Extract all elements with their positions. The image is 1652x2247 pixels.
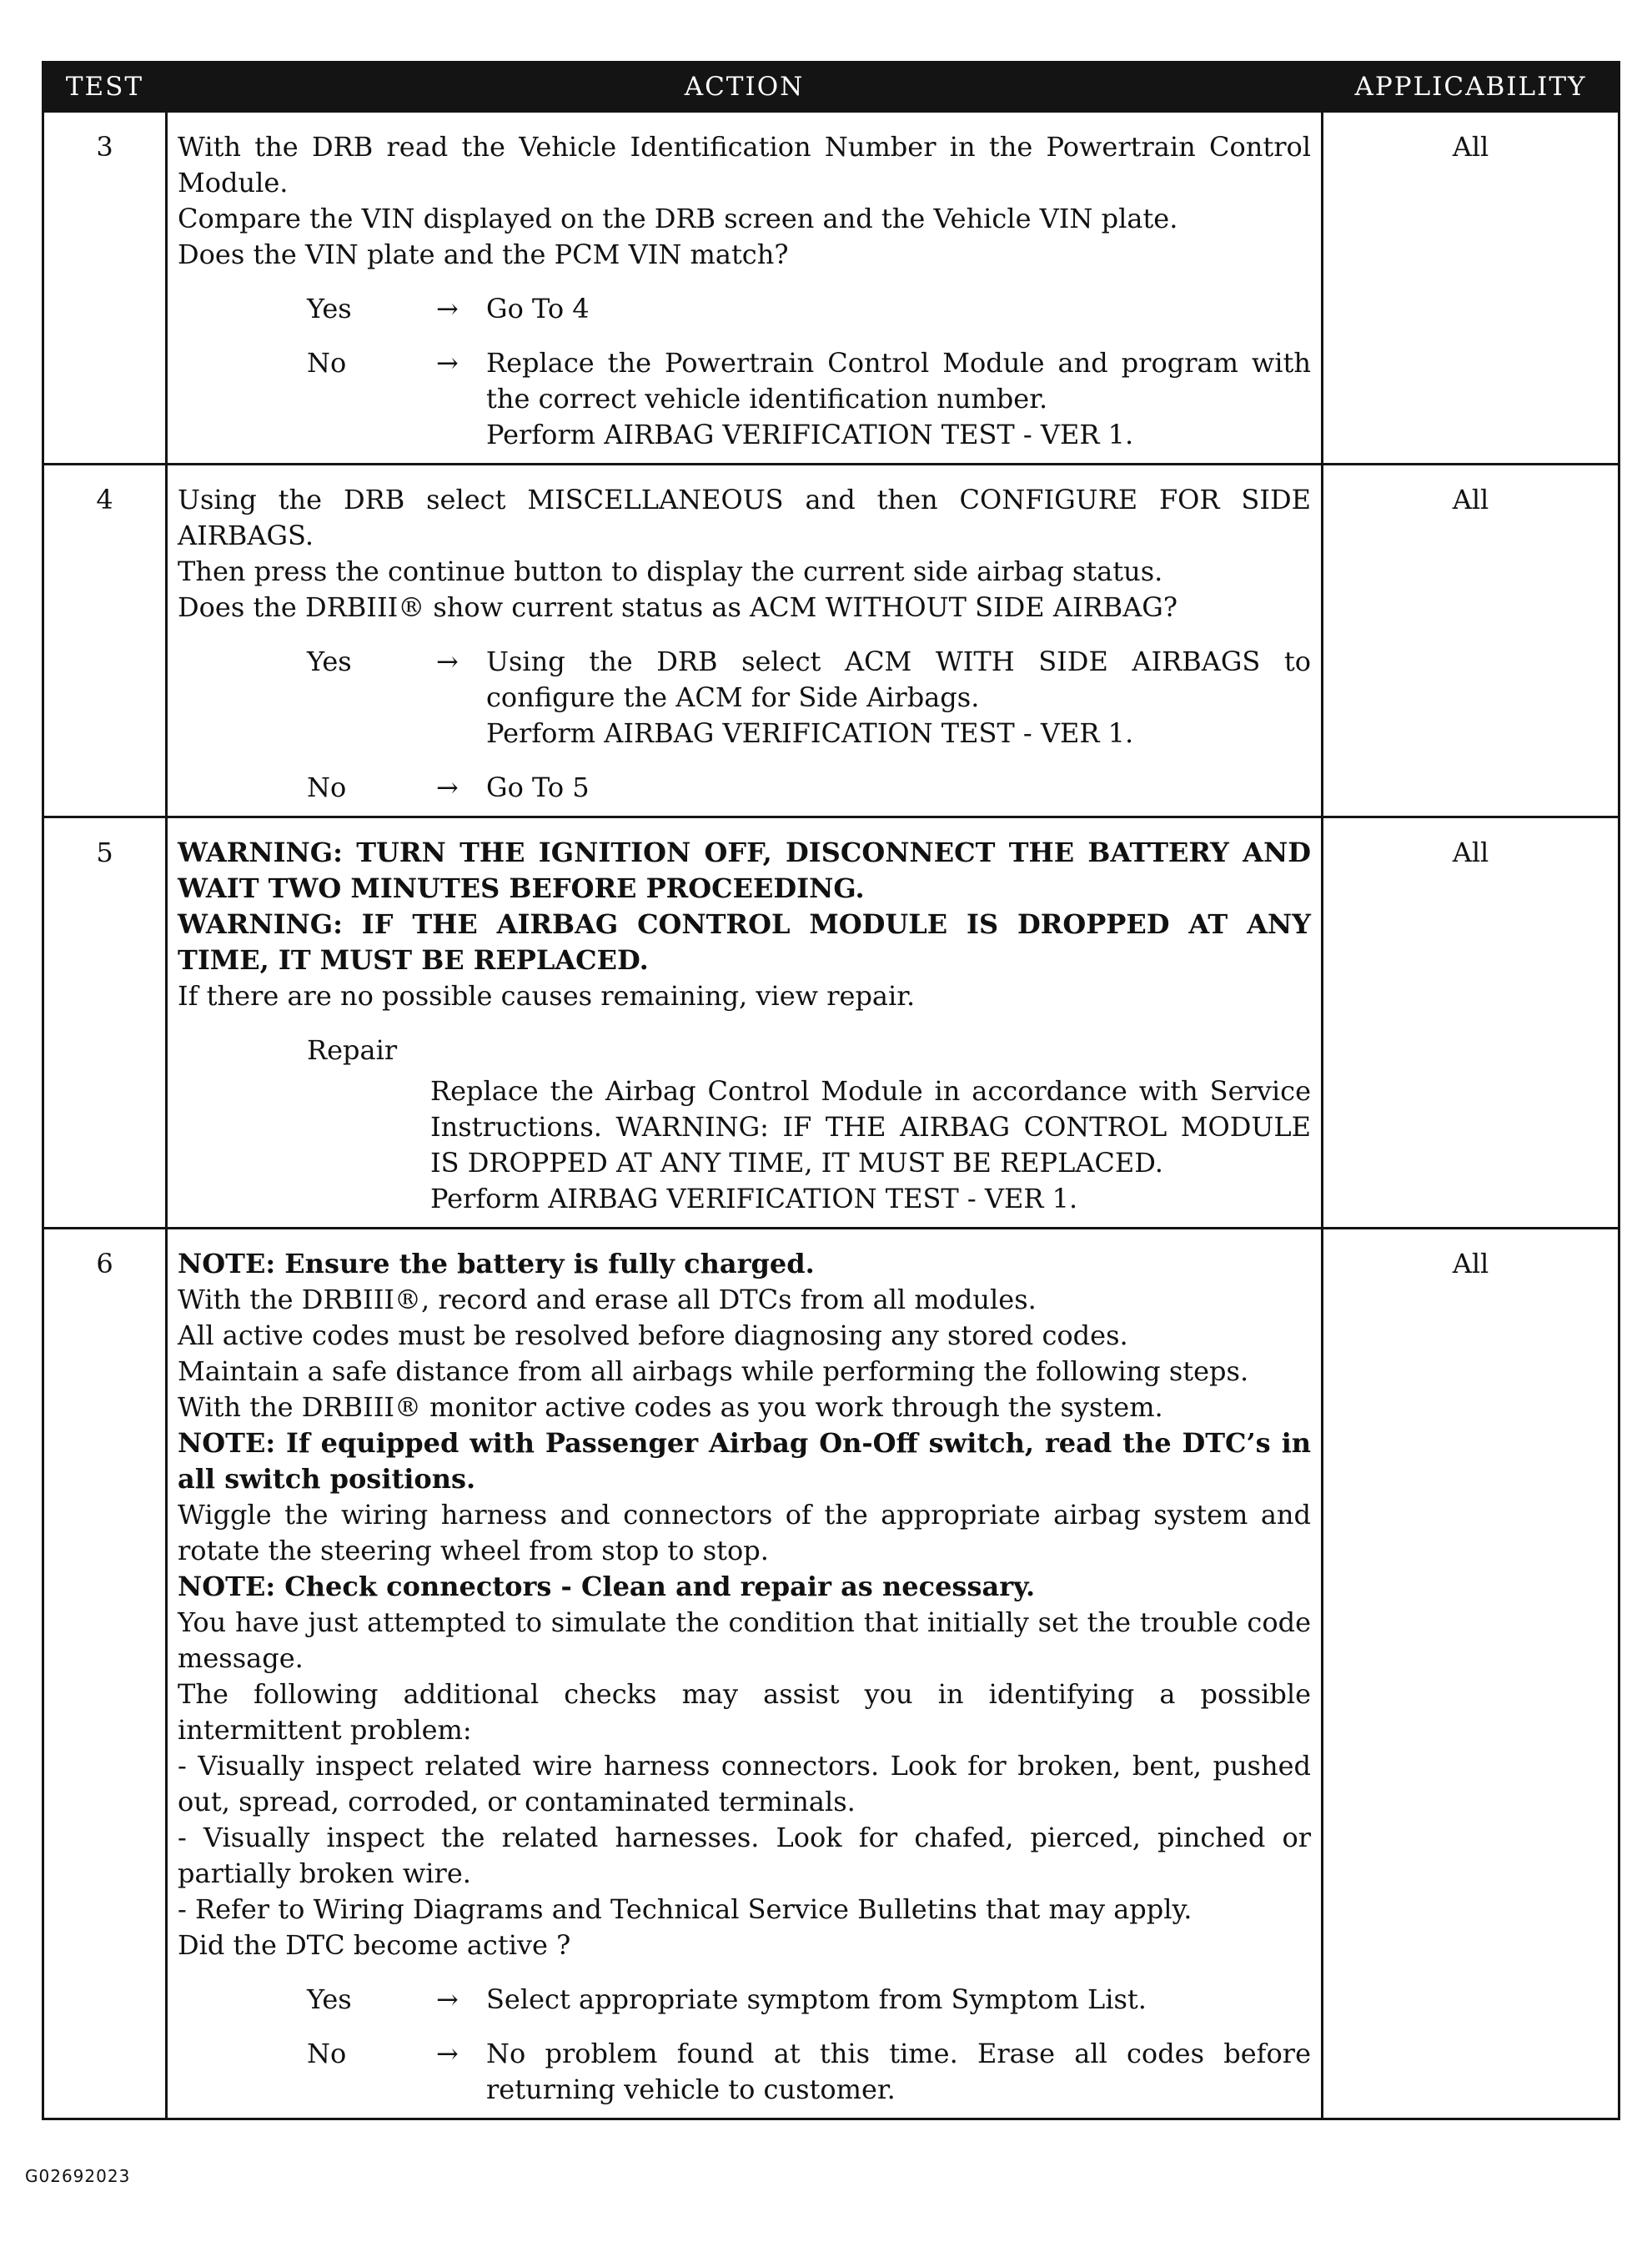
right-arrow-icon: → bbox=[436, 1983, 459, 2015]
action-line: With the DRBIII®, record and erase all DTCs from all modules. bbox=[178, 1284, 1037, 1315]
outcome-text: Using the DRB select ACM WITH SIDE AIRBAGS to configure the ACM for Side Airbags. bbox=[486, 646, 1311, 713]
test-number: 6 bbox=[43, 1229, 167, 2119]
figure-code: G02692023 bbox=[25, 2166, 131, 2186]
right-arrow-icon: → bbox=[436, 772, 459, 803]
table-row bbox=[43, 465, 1619, 817]
action-line: - Refer to Wiring Diagrams and Technical Service Bulletins that may apply. bbox=[178, 1893, 1193, 1925]
action-line: Using the DRB select MISCELLANEOUS and then CONFIGURE FOR SIDE AIRBAGS. bbox=[178, 484, 1311, 551]
warning-line: WARNING: IF THE AIRBAG CONTROL MODULE IS DROPPED AT ANY TIME, IT MUST BE REPLACED. bbox=[178, 908, 1311, 976]
outcome-text: No problem found at this time. Erase all codes before returning vehicle to customer. bbox=[486, 2038, 1311, 2105]
outcome-text: Perform AIRBAG VERIFICATION TEST - VER 1. bbox=[486, 419, 1134, 450]
table-row bbox=[43, 1229, 1619, 2119]
test-number: 3 bbox=[43, 112, 167, 465]
action-cell bbox=[167, 465, 1323, 817]
repair-line: Replace the Airbag Control Module in accordance with Service Instructions. WARNING: IF THE AIRBAG CONTROL MODULE IS DROPPED AT ANY TIME, IT MUST BE REPLACED. bbox=[430, 1075, 1311, 1179]
action-line: You have just attempted to simulate the condition that initially set the trouble code message. bbox=[178, 1606, 1311, 1674]
right-arrow-icon: → bbox=[436, 293, 459, 324]
no-outcome bbox=[178, 770, 1311, 806]
action-cell bbox=[167, 1229, 1323, 2119]
outcome-text: Go To 5 bbox=[486, 772, 590, 803]
table-row bbox=[43, 817, 1619, 1229]
no-outcome bbox=[178, 345, 1311, 453]
applicability-value: All bbox=[1323, 817, 1619, 1229]
outcome-text: Perform AIRBAG VERIFICATION TEST - VER 1. bbox=[486, 717, 1134, 749]
action-line: With the DRBIII® monitor active codes as you work through the system. bbox=[178, 1391, 1163, 1423]
right-arrow-icon: → bbox=[436, 347, 459, 379]
action-line: The following additional checks may assist you in identifying a possible intermittent problem: bbox=[178, 1678, 1311, 1746]
right-arrow-icon: → bbox=[436, 646, 459, 677]
action-line: Did the DTC become active ? bbox=[178, 1929, 571, 1961]
action-line: Compare the VIN displayed on the DRB screen and the Vehicle VIN plate. bbox=[178, 203, 1178, 234]
applicability-value: All bbox=[1323, 465, 1619, 817]
outcome-key: Yes bbox=[307, 646, 352, 677]
action-line: All active codes must be resolved before diagnosing any stored codes. bbox=[178, 1320, 1128, 1351]
no-outcome bbox=[178, 2036, 1311, 2108]
outcome-key: No bbox=[307, 347, 347, 379]
repair-instructions bbox=[430, 1073, 1311, 1217]
action-line: Does the VIN plate and the PCM VIN match? bbox=[178, 239, 789, 270]
action-line: With the DRB read the Vehicle Identification Number in the Powertrain Control Module. bbox=[178, 131, 1311, 199]
outcome-key: Yes bbox=[307, 1983, 352, 2015]
action-cell bbox=[167, 817, 1323, 1229]
outcome-text: Select appropriate symptom from Symptom List. bbox=[486, 1983, 1147, 2015]
yes-outcome bbox=[178, 1982, 1311, 2018]
repair-label: Repair bbox=[307, 1034, 398, 1066]
outcome-text: Go To 4 bbox=[486, 293, 590, 324]
diagnostic-test-table bbox=[42, 61, 1620, 2120]
table-row bbox=[43, 112, 1619, 465]
action-line: If there are no possible causes remaining, view repair. bbox=[178, 980, 916, 1012]
action-cell bbox=[167, 112, 1323, 465]
action-line: Maintain a safe distance from all airbags while performing the following steps. bbox=[178, 1355, 1249, 1387]
applicability-value: All bbox=[1323, 112, 1619, 465]
action-line: Does the DRBIII® show current status as ACM WITHOUT SIDE AIRBAG? bbox=[178, 591, 1178, 623]
table-header-row bbox=[43, 63, 1619, 112]
warning-line: WARNING: TURN THE IGNITION OFF, DISCONNECT THE BATTERY AND WAIT TWO MINUTES BEFORE PROCEEDING. bbox=[178, 837, 1311, 904]
action-line: - Visually inspect the related harnesses. Look for chafed, pierced, pinched or partially broken wire. bbox=[178, 1822, 1311, 1889]
action-line: Wiggle the wiring harness and connectors of the appropriate airbag system and rotate the steering wheel from stop to stop. bbox=[178, 1499, 1311, 1566]
outcome-key: No bbox=[307, 2038, 347, 2069]
test-number: 4 bbox=[43, 465, 167, 817]
note-line: NOTE: Ensure the battery is fully charged. bbox=[178, 1248, 815, 1279]
action-line: Then press the continue button to display the current side airbag status. bbox=[178, 555, 1163, 587]
action-line: - Visually inspect related wire harness connectors. Look for broken, bent, pushed out, spread, corroded, or contaminated terminals. bbox=[178, 1750, 1311, 1817]
right-arrow-icon: → bbox=[436, 2038, 459, 2069]
note-line: NOTE: If equipped with Passenger Airbag On-Off switch, read the DTC’s in all switch positions. bbox=[178, 1427, 1311, 1495]
test-number: 5 bbox=[43, 817, 167, 1229]
applicability-value: All bbox=[1323, 1229, 1619, 2119]
header-test: TEST bbox=[43, 63, 167, 112]
outcome-key: Yes bbox=[307, 293, 352, 324]
header-action: ACTION bbox=[167, 63, 1323, 112]
yes-outcome bbox=[178, 644, 1311, 752]
yes-outcome bbox=[178, 291, 1311, 327]
outcome-text: Replace the Powertrain Control Module and program with the correct vehicle identification number. bbox=[486, 347, 1311, 415]
repair-line: Perform AIRBAG VERIFICATION TEST - VER 1. bbox=[430, 1183, 1078, 1214]
outcome-key: No bbox=[307, 772, 347, 803]
header-applicability: APPLICABILITY bbox=[1323, 63, 1619, 112]
note-line: NOTE: Check connectors - Clean and repair as necessary. bbox=[178, 1571, 1036, 1602]
